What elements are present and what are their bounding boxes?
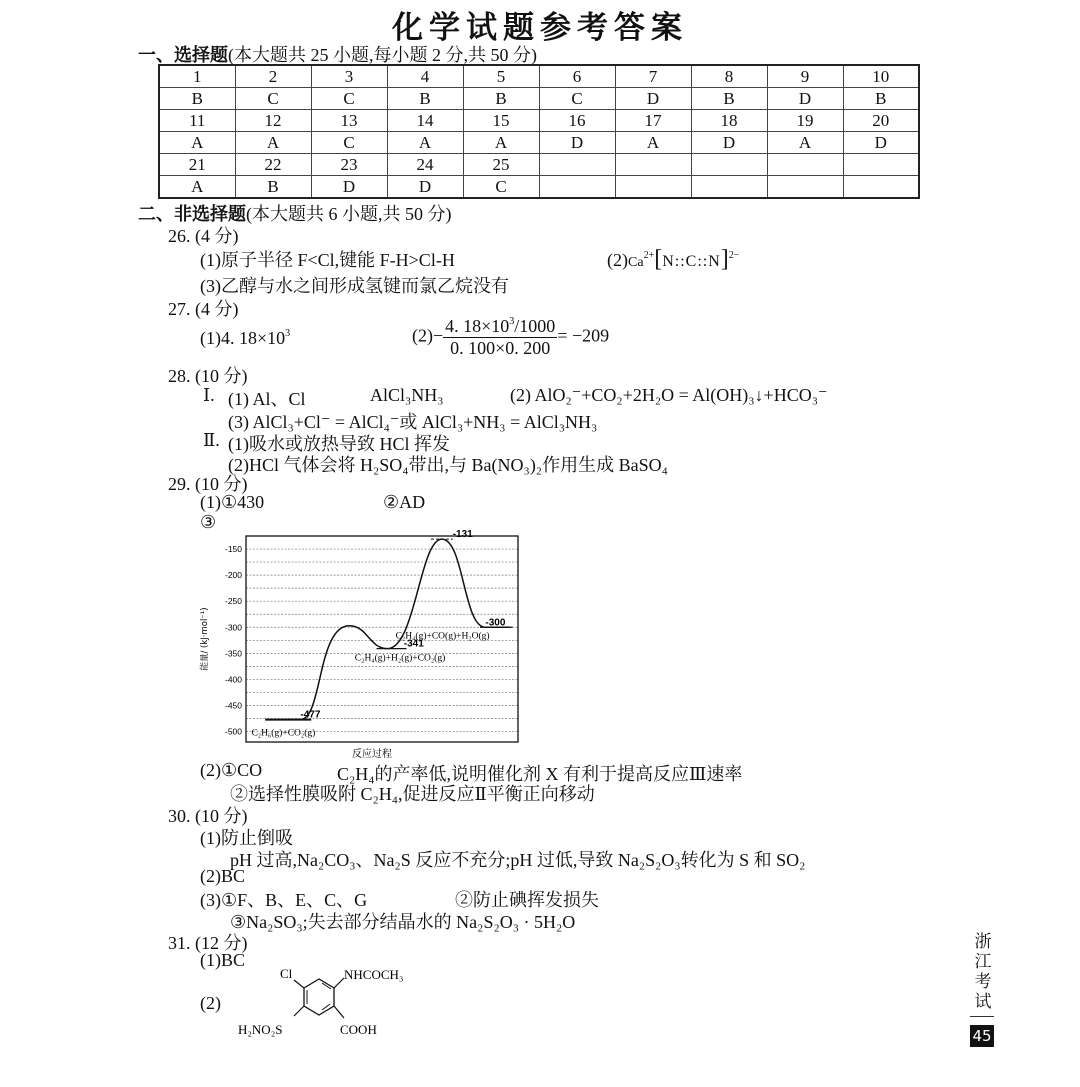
question-number-cell: 17 (615, 110, 691, 132)
question-number-cell: 25 (463, 154, 539, 176)
answer-cell: B (843, 88, 919, 110)
q31-head: 31. (12 分) (168, 933, 248, 953)
question-number-cell: 7 (615, 65, 691, 88)
section1-heading: 一、选择题 (138, 45, 228, 66)
sidebar-divider (970, 1016, 994, 1017)
q28-i1b: AlCl₃NH₃ (370, 385, 444, 405)
y-tick-label: -500 (224, 726, 242, 737)
q28-ii1: (1)吸水或放热导致 HCl 挥发 (228, 434, 450, 454)
cyanamide-anion: N::C::N (662, 253, 721, 270)
y-tick-label: -450 (224, 700, 242, 711)
answer-cell: D (767, 88, 843, 110)
q26-answer-1: (1)原子半径 F<Cl,键能 F-H>Cl-H (200, 250, 455, 270)
answer-row (159, 88, 919, 110)
x-axis-label: 反应过程 (352, 749, 392, 760)
answer-cell: A (235, 132, 311, 154)
answer-cell: B (463, 88, 539, 110)
question-number-cell: 6 (539, 65, 615, 88)
question-number-cell (691, 154, 767, 176)
q27-numerator-exp: 3 (509, 316, 515, 327)
answer-cell: D (843, 132, 919, 154)
question-number-cell: 11 (159, 110, 235, 132)
q28-part-i-label: Ⅰ. (203, 385, 215, 405)
answer-cell (615, 176, 691, 199)
answer-cell: C (463, 176, 539, 199)
question-number-row (159, 154, 919, 176)
answer-cell: C (235, 88, 311, 110)
q26-head: 26. (4 分) (168, 226, 239, 246)
energy-value-label: -477 (300, 709, 321, 721)
question-number-cell: 16 (539, 110, 615, 132)
answer-table (158, 64, 920, 199)
question-number-cell: 2 (235, 65, 311, 88)
section2-note: (本大题共 6 小题,共 50 分) (246, 204, 452, 224)
answer-cell: B (387, 88, 463, 110)
question-number-cell: 13 (311, 110, 387, 132)
answer-cell (691, 176, 767, 199)
q27-result: = −209 (557, 325, 610, 346)
y-tick-label: -350 (224, 648, 242, 659)
q30-a1b: pH 过高,Na₂CO₃、Na₂S 反应不充分;pH 过低,导致 Na₂S₂O₃转化为 S 和 SO₂ (230, 850, 806, 870)
question-number-cell: 19 (767, 110, 843, 132)
answer-cell: A (463, 132, 539, 154)
answer-cell: A (159, 176, 235, 199)
question-number-cell: 18 (691, 110, 767, 132)
page-number: 45 (970, 1025, 994, 1047)
q27-answer-1 (200, 328, 290, 349)
q29-head: 29. (10 分) (168, 474, 248, 494)
anion-charge: 2− (728, 250, 740, 261)
q27-numerator: 4. 18×10 (445, 316, 510, 336)
question-number-cell: 21 (159, 154, 235, 176)
question-number-cell: 14 (387, 110, 463, 132)
q30-a3c: ③Na₂SO₃;失去部分结晶水的 Na₂S₂O₃ · 5H₂O (230, 912, 576, 932)
q26-answer-2-label: (2) (607, 250, 628, 270)
energy-value-label: -300 (485, 617, 506, 629)
q28-i1: (1) Al、Cl (228, 389, 306, 409)
group-cooh: COOH (340, 1022, 377, 1037)
q28-i2: (2) AlO₂⁻+CO₂+2H₂O = Al(OH)₃↓+HCO₃⁻ (510, 385, 828, 405)
question-number-row (159, 65, 919, 88)
answer-cell: B (159, 88, 235, 110)
question-number-cell: 3 (311, 65, 387, 88)
q30-a2: (2)BC (200, 866, 245, 886)
answer-cell: D (539, 132, 615, 154)
q31-a2: (2) (200, 993, 221, 1013)
energy-value-label: -341 (403, 638, 424, 650)
q30-a1: (1)防止倒吸 (200, 828, 293, 848)
q27-fraction (443, 316, 557, 359)
answer-cell: C (539, 88, 615, 110)
q27-answer-2 (412, 316, 609, 359)
question-number-cell: 22 (235, 154, 311, 176)
y-tick-label: -300 (224, 622, 242, 633)
answer-cell (767, 176, 843, 199)
benzene-ring (304, 979, 334, 1015)
q29-a1b: ②AD (383, 492, 426, 512)
question-number-cell: 15 (463, 110, 539, 132)
question-number-cell: 4 (387, 65, 463, 88)
q29-a1c: ③ (200, 512, 217, 532)
q30-head: 30. (10 分) (168, 806, 248, 826)
q29-a2a: (2)①CO (200, 760, 263, 780)
q29-a2c: ②选择性膜吸附 C₂H₄,促进反应Ⅱ平衡正向移动 (230, 784, 595, 804)
q27-denominator: 0. 100×0. 200 (450, 338, 551, 358)
question-number-cell (615, 154, 691, 176)
structural-formula (236, 966, 426, 1044)
answer-cell: B (691, 88, 767, 110)
species-label: C₂H₄(g)+H₂(g)+CO₂(g) (354, 653, 446, 664)
question-number-cell (539, 154, 615, 176)
q28-part-ii-label: Ⅱ. (203, 430, 220, 450)
bond-nh (334, 978, 344, 988)
group-cl: Cl (280, 966, 293, 981)
answer-cell: A (159, 132, 235, 154)
answer-cell: D (311, 176, 387, 199)
calcium-ion: Ca (628, 255, 644, 270)
answer-cell (539, 176, 615, 199)
q27-answer-2-label: (2)− (412, 325, 444, 346)
q28-ii2: (2)HCl 气体会将 H₂SO₄带出,与 Ba(NO₃)₂作用生成 BaSO₄ (228, 455, 668, 475)
question-number-cell: 12 (235, 110, 311, 132)
answer-cell: A (387, 132, 463, 154)
q28-i3: (3) AlCl₃+Cl⁻ = AlCl₄⁻或 AlCl₃+NH₃ = AlCl₃NH₃ (228, 412, 598, 432)
q29-a2b: C₂H₄的产率低,说明催化剂 X 有利于提高反应Ⅲ速率 (337, 764, 743, 784)
q30-a3b: ②防止碘挥发损失 (455, 890, 599, 910)
answer-row (159, 176, 919, 199)
q27-answer-1-exp: 3 (285, 328, 291, 339)
bond-cooh (334, 1006, 344, 1018)
q27-answer-1-value: (1)4. 18×10 (200, 328, 286, 348)
answer-cell: C (311, 132, 387, 154)
y-tick-label: -400 (224, 674, 242, 685)
question-number-cell (767, 154, 843, 176)
page-title: 化学试题参考答案 (392, 10, 688, 46)
question-number-cell: 10 (843, 65, 919, 88)
y-tick-label: -250 (224, 596, 242, 607)
question-number-cell: 24 (387, 154, 463, 176)
group-nhcoch3: NHCOCH₃ (344, 967, 404, 982)
q27-head: 27. (4 分) (168, 299, 239, 319)
sidebar-label: 浙江考试 (974, 932, 992, 1012)
bond-cl (294, 980, 304, 988)
answer-cell: B (235, 176, 311, 199)
question-number-cell: 5 (463, 65, 539, 88)
question-number-cell: 23 (311, 154, 387, 176)
q26-answer-3: (3)乙醇与水之间形成氢键而氯乙烷没有 (200, 276, 509, 296)
y-tick-label: -150 (224, 544, 242, 555)
species-label: C₂H₆(g)+CO₂(g) (251, 728, 316, 739)
section2-heading: 二、非选择题 (138, 204, 246, 225)
answer-row (159, 132, 919, 154)
answer-cell (843, 176, 919, 199)
group-sulfonamide: H₂NO₂S (238, 1022, 283, 1037)
question-number-cell: 8 (691, 65, 767, 88)
species-label: C₂H₄(g)+CO(g)+H₂O(g) (395, 631, 490, 642)
question-number-cell: 20 (843, 110, 919, 132)
answer-cell: D (387, 176, 463, 199)
answer-cell: D (615, 88, 691, 110)
energy-value-label: -131 (452, 530, 473, 541)
q29-a1: (1)①430 (200, 492, 265, 512)
q26-answer-2: $(2)Ca^{2+}[N::C::N]^{2-}$ (607, 246, 740, 272)
energy-profile-chart (196, 530, 526, 762)
question-number-cell: 1 (159, 65, 235, 88)
q31-a1: (1)BC (200, 950, 245, 970)
bond-s (294, 1006, 304, 1016)
question-number-row (159, 110, 919, 132)
answer-cell: A (767, 132, 843, 154)
question-number-cell: 9 (767, 65, 843, 88)
y-axis-label: 能量/ (kJ·mol⁻¹) (200, 607, 210, 671)
calcium-charge: 2+ (643, 250, 655, 261)
question-number-cell (843, 154, 919, 176)
answer-cell: C (311, 88, 387, 110)
q27-numerator-div: /1000 (514, 316, 556, 336)
y-tick-label: -200 (224, 570, 242, 581)
answer-cell: A (615, 132, 691, 154)
q30-a3: (3)①F、B、E、C、G (200, 890, 368, 910)
q28-head: 28. (10 分) (168, 366, 248, 386)
section1-note: (本大题共 25 小题,每小题 2 分,共 50 分) (228, 45, 537, 65)
answer-cell: D (691, 132, 767, 154)
